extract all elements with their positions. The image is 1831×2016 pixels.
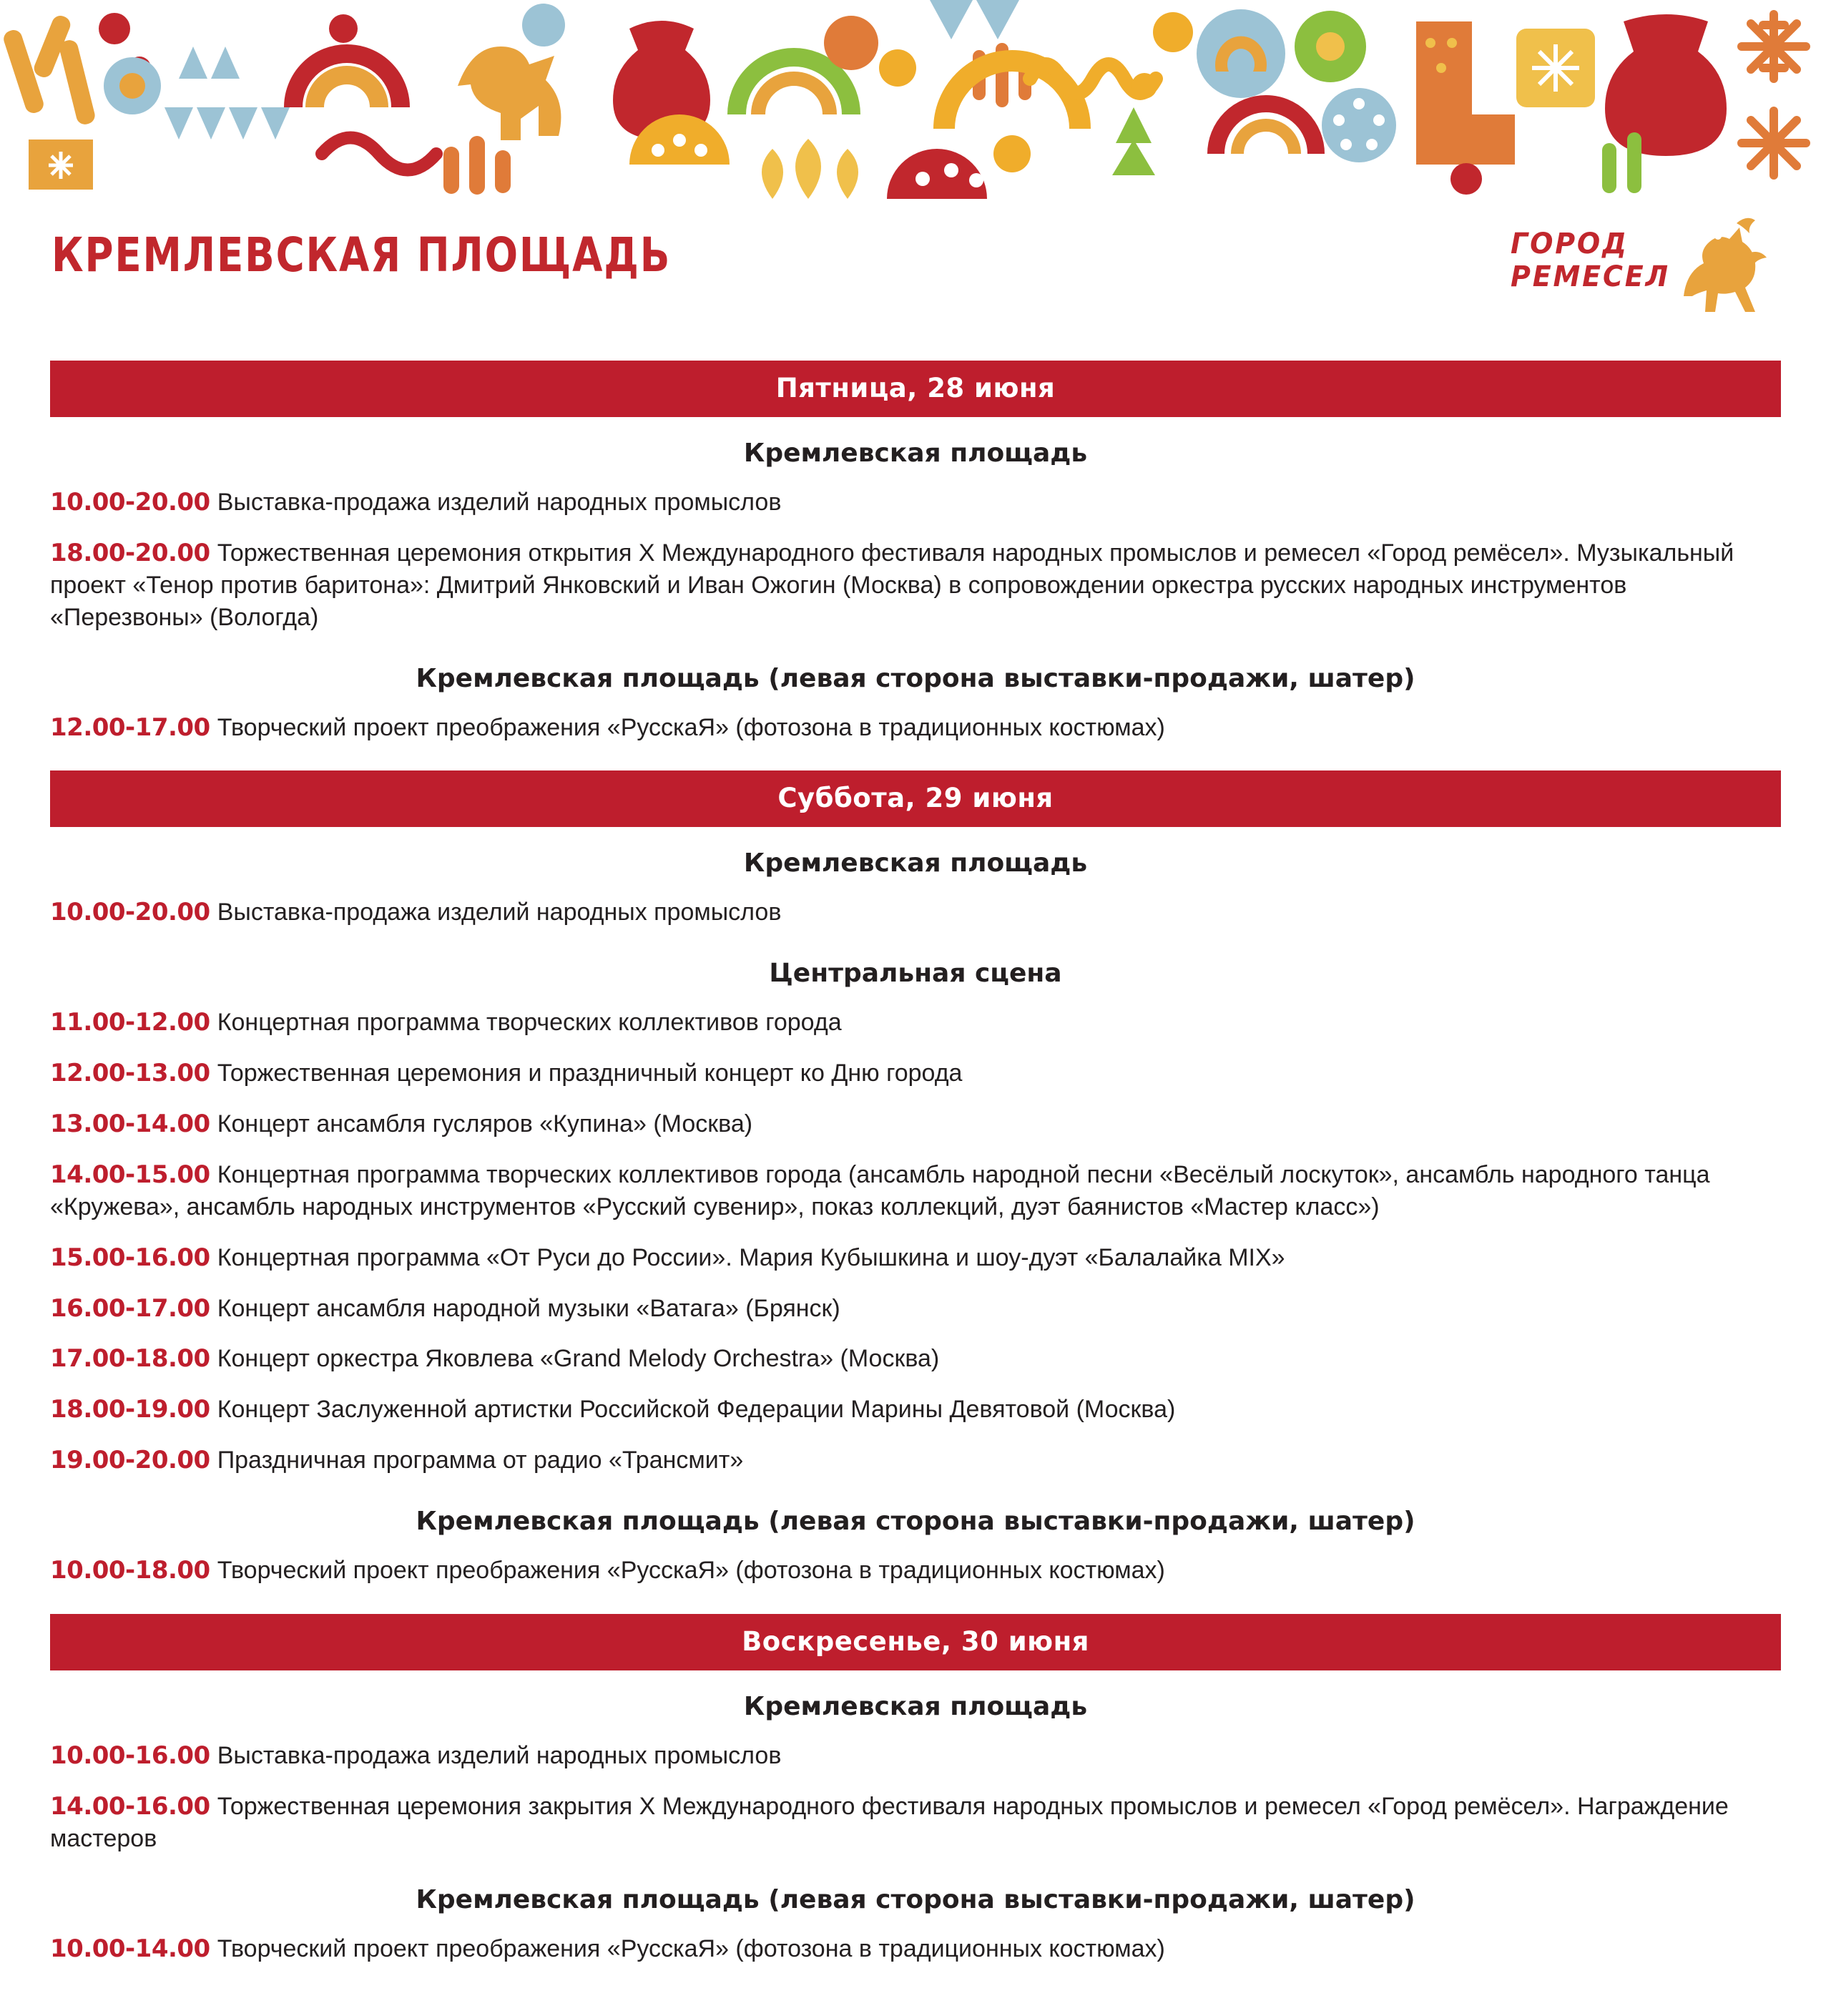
- folk-pattern-icon: [0, 0, 1831, 199]
- logo-text: [1511, 227, 1681, 293]
- event-description: Концерт оркестра Яковлева «Grand Melody Orchestra» (Москва): [217, 1345, 940, 1373]
- event-time: 10.00-20.00: [50, 488, 210, 517]
- event-time: 19.00-20.00: [50, 1446, 210, 1475]
- event-row: [50, 1545, 1781, 1595]
- venue-heading: Кремлевская площадь (левая сторона выставки-продажи, шатер): [416, 1507, 1415, 1536]
- event-description: Творческий проект преображения «РусскаЯ» (фотозона в традиционных костюмах): [217, 713, 1165, 741]
- event-description: Концертная программа творческих коллективов города (ансамбль народной песни «Весёлый лоскуток», ансамбль народного танца «Кружева», ансамбль народных инструментов «Русский сувенир», показ коллекций, дуэт баянистов «Мастер класс»): [50, 1160, 1710, 1220]
- event-time: 18.00-19.00: [50, 1395, 210, 1424]
- event-description: Выставка-продажа изделий народных промыслов: [217, 899, 782, 926]
- event-row: [50, 1098, 1781, 1149]
- venue-heading: Кремлевская площадь: [743, 1691, 1088, 1721]
- event-description: Торжественная церемония и праздничный концерт ко Дню города: [217, 1060, 963, 1087]
- venue-heading: Кремлевская площадь (левая сторона выставки-продажи, шатер): [416, 663, 1415, 693]
- decorative-ornament-band: [0, 0, 1831, 199]
- event-description: Творческий проект преображения «РусскаЯ» (фотозона в традиционных костюмах): [217, 1557, 1165, 1584]
- event-description: Торжественная церемония открытия X Международного фестиваля народных промыслов и ремесел «Город ремёсел». Музыкальный проект «Тенор против баритона»: Дмитрий Янковский и Иван Ожогин (Москва) в сопровождении оркестра русских народных инструментов «Перезвоны» (Вологда): [50, 539, 1734, 631]
- event-time: 15.00-16.00: [50, 1243, 210, 1272]
- horse-rider-icon: [1668, 210, 1775, 318]
- event-time: 10.00-14.00: [50, 1934, 210, 1963]
- event-description: Торжественная церемония закрытия X Международного фестиваля народных промыслов и ремесел «Город ремёсел». Награждение мастеров: [50, 1792, 1729, 1852]
- logo-line-1: ГОРОД: [1511, 227, 1629, 260]
- event-time: 11.00-12.00: [50, 1008, 210, 1037]
- event-row: [50, 1047, 1781, 1098]
- event-row: [50, 997, 1781, 1047]
- festival-logo: [1511, 210, 1775, 325]
- event-row: [50, 1923, 1781, 1974]
- event-description: Концертная программа творческих коллективов города: [217, 1009, 842, 1037]
- event-description: Концертная программа «От Руси до России». Мария Кубышкина и шоу-дуэт «Балалайка MIX»: [217, 1243, 1285, 1271]
- venue-heading: Кремлевская площадь: [743, 848, 1088, 879]
- schedule-container: [0, 361, 1831, 1973]
- event-time: 10.00-16.00: [50, 1741, 210, 1770]
- day-header: Пятница, 28 июня: [50, 361, 1781, 417]
- logo-line-2: РЕМЕСЕЛ: [1511, 260, 1670, 293]
- event-time: 17.00-18.00: [50, 1344, 210, 1374]
- event-description: Выставка-продажа изделий народных промыслов: [217, 1741, 782, 1769]
- event-description: Концерт ансамбля народной музыки «Ватага» (Брянск): [217, 1294, 840, 1322]
- event-description: Творческий проект преображения «РусскаЯ» (фотозона в традиционных костюмах): [217, 1934, 1165, 1962]
- event-row: [50, 1781, 1781, 1864]
- event-time: 10.00-20.00: [50, 898, 210, 927]
- event-description: Концерт Заслуженной артистки Российской Федерации Марины Девятовой (Москва): [217, 1396, 1176, 1424]
- event-row: [50, 1283, 1781, 1334]
- event-time: 10.00-18.00: [50, 1556, 210, 1585]
- event-row: [50, 702, 1781, 753]
- event-row: [50, 476, 1781, 527]
- venue-heading: Кремлевская площадь (левая сторона выставки-продажи, шатер): [416, 1884, 1415, 1914]
- venue-heading: Центральная сцена: [769, 959, 1062, 989]
- event-time: 14.00-15.00: [50, 1160, 210, 1189]
- event-time: 12.00-13.00: [50, 1059, 210, 1088]
- event-row: [50, 1730, 1781, 1781]
- event-row: [50, 1434, 1781, 1485]
- event-description: Концерт ансамбля гусляров «Купина» (Москва): [217, 1110, 753, 1137]
- event-row: [50, 1149, 1781, 1232]
- event-row: [50, 527, 1781, 642]
- event-description: Праздничная программа от радио «Трансмит»: [217, 1447, 744, 1474]
- event-time: 16.00-17.00: [50, 1293, 210, 1323]
- event-description: Выставка-продажа изделий народных промыслов: [217, 489, 782, 516]
- day-header: Суббота, 29 июня: [50, 770, 1781, 827]
- event-time: 13.00-14.00: [50, 1110, 210, 1138]
- event-row: [50, 886, 1781, 937]
- page-title: КРЕМЛЕВСКАЯ ПЛОЩАДЬ: [51, 227, 672, 283]
- event-row: [50, 1333, 1781, 1384]
- page-header: [0, 199, 1831, 342]
- event-time: 14.00-16.00: [50, 1791, 210, 1821]
- day-header: Воскресенье, 30 июня: [50, 1614, 1781, 1670]
- venue-heading: Кремлевская площадь: [743, 439, 1088, 468]
- event-time: 12.00-17.00: [50, 713, 210, 742]
- event-time: 18.00-20.00: [50, 538, 210, 567]
- event-row: [50, 1232, 1781, 1283]
- event-row: [50, 1384, 1781, 1434]
